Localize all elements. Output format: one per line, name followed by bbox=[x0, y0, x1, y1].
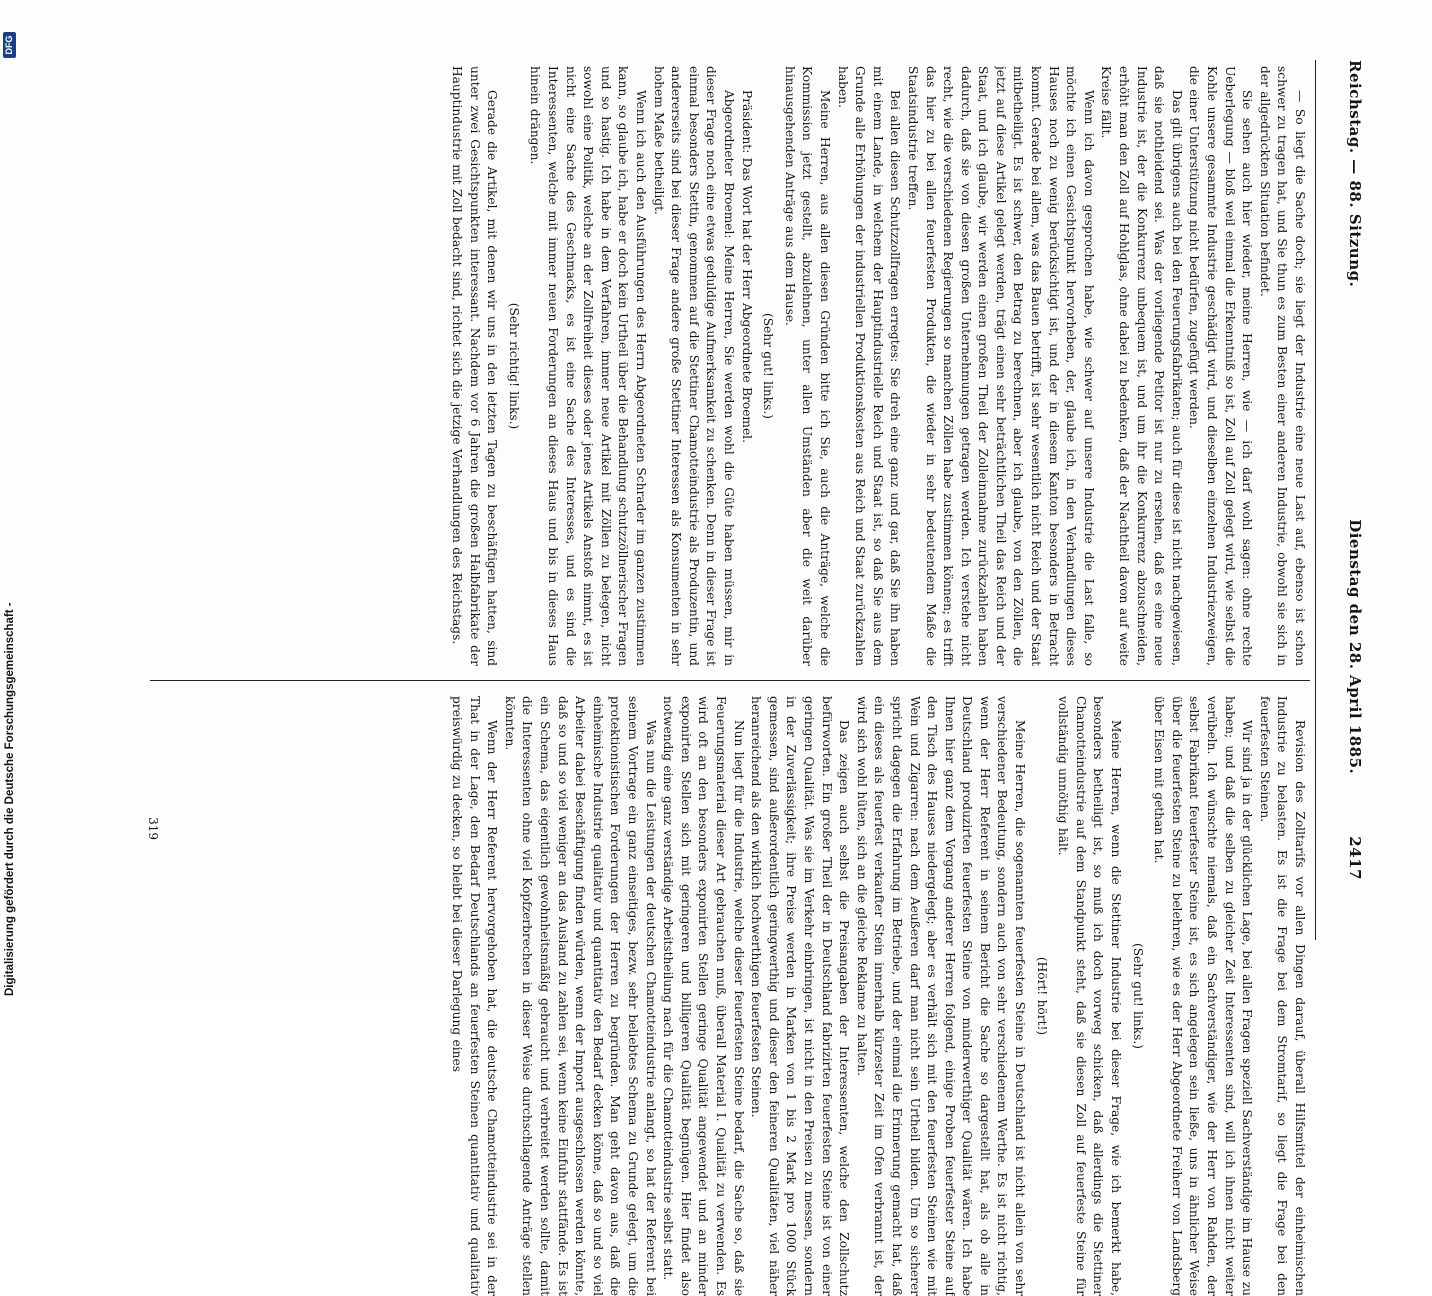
interjection: (Sehr gut! links.) bbox=[761, 312, 776, 420]
paragraph: Das zeigen auch selbst die Preisangaben der Interessenten, welche den Zollschutz befürworten. Ein großer Theil der in Deutschland fabrizirten feuerfesten Steine ist von einer geringen Qualität. Was sie im Verkehr einbringen, ist nicht in den Preisen zu messen, sondern in der Zuverlässigkeit; ihre Preise werden in Marken von 1 bis 2 Mark pro 1000 Stück gemessen, sind außerordentlich geringwerthig und dieser den feineren Qualitäten, viel näher heranreichend als den wirklich hochwerthigen feuerfesten Steinen. bbox=[749, 696, 852, 1296]
header-title: Reichstag. — 88. Sitzung. bbox=[1346, 60, 1364, 288]
paragraph: — So liegt die Sache doch; sie liegt der Industrie eine neue Last auf, ebenso ist schon schwer zu tragen hat, und Sie thun es zum Besten einer anderen Industrie, obwohl sie sich in der allgedrückten Situation befindet. bbox=[1257, 66, 1307, 666]
paragraph: Meine Herren, die sogenannten feuerfesten Steine in Deutschland ist nicht allein von sehr verschiedener Bedeutung, sondern auch von sehr verschiedenem Werthe. Es ist nicht richtig, wenn der Herr Referent in seinem Bericht die Sache so dargestellt hat, als ob alle in Deutschland produzirten feuerfesten Steine von minderwerthiger Qualität wären. Ich habe Ihnen hier ganz dem Vorgang anderer Herren folgend, einige Proben feuerfester Steine auf den Tisch des Hauses niedergelegt; aber es verhält sich mit den feuerfesten Steinen wie mit Wein und Zigarren: nach dem Aeußeren darf man nicht sein Urtheil bilden. Um so sicherer spricht dagegen die Erfahrung im Betriebe, und der einmal die Erinnerung gemacht hat, daß ein dieses als feuerfest verkaufter Stein innerhalb kürzester Zeit im Ofen verbrannt ist, der wird sich wohl hüten, sich an die gleiche Reklame zu halten. bbox=[854, 696, 1028, 1296]
paragraph: Meine Herren, wenn die Stettiner Industrie bei dieser Frage, wie ich bemerkt habe, besonders betheiligt ist, so muß ich doch vorweg schicken, daß allerdings die Stettiner Chamotteindustrie auf dem Standpunkt steht, daß sie diesen Zoll auf feuerfeste Steine für vollständig unnöthig hält. bbox=[1056, 696, 1124, 1296]
interjection: (Hört! hört!) bbox=[1034, 956, 1049, 1036]
document-page bbox=[46, 20, 1386, 1296]
column-divider bbox=[150, 680, 1310, 681]
paragraph: Gerade die Artikel, mit denen wir uns in den letzten Tagen zu beschäftigen hatten, sind unter zwei Gesichtspunkten interessant. Nachdem vor 6 Jahren die großen Halbfabrikate der Hauptindustrie mit Zoll bedacht sind, richtet sich die jetzige Verhandlungen des Reichstags. bbox=[450, 66, 500, 666]
credit-text: Digitalisierung gefördert durch die Deutsche Forschungsgemeinschaft - bbox=[4, 602, 16, 996]
paragraph: Wenn der Herr Referent hervorgehoben hat, die deutsche Chamotteindustrie sei in der That in der Lage, den Bedarf Deutschlands an feuerfesten Steinen quantitativ und qualitativ preiswürdig zu decken, so bleibt bei dieser Darlegung eines bbox=[450, 696, 500, 1296]
header-rule bbox=[1315, 60, 1316, 940]
paragraph: Bei allen diesen Schutzzollfragen erregtes: Sie dreh eine ganz und gar, daß Sie ihn haben mit einem Lande, in welchem der Hauptindustrielle Reich und Staat ist, so daß Sie aus dem Grunde alle Erhöhungen der industriellen Produktionskosten aus Reich und Staat zurückzahlen haben. bbox=[835, 66, 903, 666]
header-date-text: Dienstag den 28. April 1885. bbox=[1346, 519, 1364, 775]
paragraph: Meine Herren, aus allen diesen Gründen bitte ich Sie, auch die Anträge, welche die Kommission jetzt gestellt, abzulehnen, unter allen Umständen aber die weit darüber hinausgehenden Anträge aus dem Hause. bbox=[782, 66, 832, 666]
paragraph: Präsident: Das Wort hat der Herr Abgeordnete Broemel. bbox=[739, 90, 754, 443]
page-number: 2417 bbox=[1346, 836, 1364, 880]
dfg-logo: DFG bbox=[3, 32, 16, 58]
paragraph: Wenn ich davon gesprochen habe, wie schwer auf unsere Industrie die Last falle, so möchte ich einen Gesichtspunkt hervorheben, der, glaube ich, in den Verhandlungen dieses Hauses noch zu wenig berücksichtigt ist, und der in diesem Kanton besonders in Betracht kommt. Gerade bei allem, was das Bauen betrifft, ist sehr wesentlich nicht Reich und der Staat mitbetheiligt. Es ist schwer, den Betrag zu berechnen, aber ich glaube, von den Zöllen, die jetzt auf diese Artikel gelegt werden, trägt einen sehr beträchtlichen Theil das Reich und der Staat, und ich glaube, wir werden einen großen Theil der Zolleinnahme zurückzahlen haben dadurch, daß sie von diesen großen Unternehmungen getragen werden. Ich verstehe nicht recht, wie die verschiedenen Regierungen so manchen Zöllen habe zustimmen können; es trifft das hier zu bei allen feuerfesten Produkten, die wieder in sehr bedeutendem Maße die Staatsindustrie treffen. bbox=[905, 66, 1096, 666]
paragraph: Abgeordneter Broemel: Meine Herren, Sie werden wohl die Güte haben müssen, mir in dieser Frage noch eine etwas geduldige Aufmerksamkeit zu schenken. Denn in dieser Frage ist einmal besonders Stettin, genommen auf die Stettiner Chamotteindustrie als Produzentin, und andererseits sind bei dieser Frage andere große Stettiner Interessen als Konsumenten in sehr hohem Maße betheiligt. bbox=[651, 66, 736, 666]
footer-page-mark: 319 bbox=[146, 817, 160, 840]
interjection: (Sehr richtig! links.) bbox=[506, 302, 521, 430]
paragraph: Wir sind ja in der glücklichen Lage, bei allen Fragen speziell Sachverständige im Hause zu haben; und daß die selben zu gleicher Zeit Interessenten sind, will ich ihnen nicht weiter verübeln. Ich wünschte niemals, daß ein Sachverständiger, wie der Herr von Rahden, der selbst Fabrikant feuerfester Steine ist, es sich angelegen sein ließe, uns in ähnlicher Weise über die feuerfesten Steine zu belehren, wie es der Herr Abgeordnete Freiherr von Landsberg über Eisen mit gethan hat. bbox=[1152, 696, 1255, 1296]
left-column bbox=[158, 66, 1308, 666]
paragraph: Revision des Zolltarifs vor allen Dingen darauf, überall Hilfsmittel der einheimischen Industrie zu belasten. Es ist die Frage bei dem Stromtarif, so liegt die Frage bei den feuerfesten Steinen. bbox=[1257, 696, 1307, 1296]
paragraph: Was nun die Leistungen der deutschen Chamotteindustrie anlangt, so hat der Referent bei seinem Vortrage ein ganz einseitiges, bezw. sehr beliebtes Schema zu Grunde gelegt, um die protektionistischen Forderungen der Herren zu begründen. Man geht davon aus, daß die einheimische Industrie qualitativ und quantitativ den Bedarf decken könne, daß so und so viel Arbeiter dabei Beschäftigung finden würden, wenn der Import ausgeschlossen werden könnte, daß so und so viel weniger an das Ausland zu zahlen sei, wenn keine Einfuhr stattfände. Es ist ein Schema, das eigentlich gewohnheitsmäßig gebraucht und verbreitet werden sollte, damit die Interessenten ohne viel Kopfzerbrechen in dieser Weise durchschlagende Anträge stellen könnten. bbox=[502, 696, 658, 1296]
interjection: (Sehr gut! links.) bbox=[1130, 942, 1145, 1050]
paragraph: Nun liegt für die Industrie, welche dieser feuerfesten Steine bedarf, die Sache so, daß sie Feuerungsmaterial dieser Art gebrauchen muß, überall Material I. Qualität zu verwenden. Es wird oft an den besonders exponirten Stellen geringe Qualität angewendet und an minder exponirten Stellen sich mit geringeren und billigeren Qualität begnügen. Hier findet also notwendig eine ganz verständige Arbeitstheilung nach für die Chamotteindustrie selbst statt. bbox=[661, 696, 746, 1296]
right-column bbox=[158, 696, 1308, 1296]
paragraph: Sie sehen auch hier wieder, meine Herren, wie — ich darf wohl sagen: ohne rechte Ueberlegung — bloß weil einmal die Erkenntniß so ist, Zoll auf Zoll gelegt wird, wie selbst die Kohle unsere gesammte Industrie geschädigt wird, und dieselben einzelnen Industriezweigen, die einer Unterstützung nicht bedürfen, zugefügt werden. bbox=[1187, 66, 1255, 666]
digitization-credit bbox=[2, 2, 20, 996]
paragraph: Wenn ich auch den Ausführungen des Herrn Abgeordneten Schrader im ganzen zustimmen kann, so glaube ich, habe er doch kein Urtheil über die Behandlung schutzzöllnerischer Fragen und so hastig. Ich habe in dem Verfahren, immer neue Artikel mit Zöllen zu belegen, nicht sowohl eine Politik, welche an der Zollfreiheit dieses oder jenes Artikels Anstoß nimmt, es ist nicht eine Sache des Geschmacks, es ist eine Sache des Interesses, und es sind die Interessenten, welche mit immer neuen Forderungen an dieses Haus und bis in dieses Haus hinein drängen. bbox=[528, 66, 649, 666]
paragraph: Das gilt übrigens auch bei den Feuerungsfabrikaten; auch für diese ist nicht nachgewiesen, daß sie nothleidend sei. Was der vorliegende Petitor ist nur zu ersehen, daß es eine neue Industrie ist, der die Konkurrenz unbequem ist, und um ihr die Konkurrenz abzuschneiden, erhöht man den Zoll auf Hohlglas, ohne dabei zu bedenken, daß der Nachtheil davon auf weite Kreise fällt. bbox=[1099, 66, 1184, 666]
page-header bbox=[1342, 60, 1372, 940]
